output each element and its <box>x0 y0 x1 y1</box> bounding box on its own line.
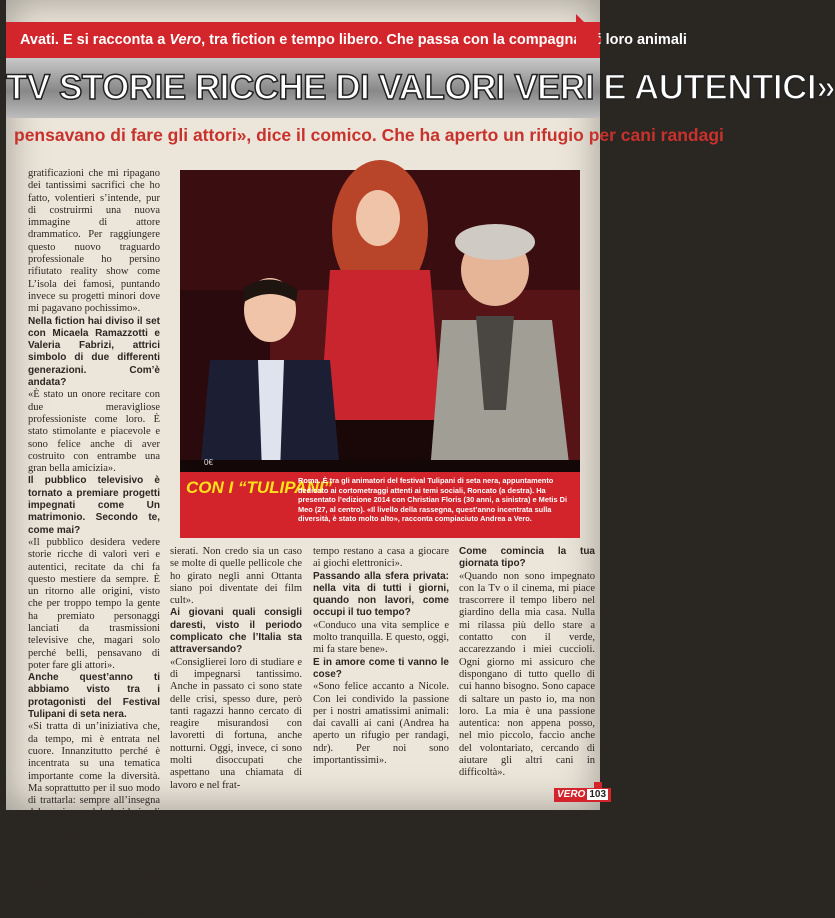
body-paragraph: sierati. Non credo sia un caso se molte di quelle pellicole che ho girato negli anni Ottanta siano poi diventate dei film cult». <box>170 546 302 607</box>
kicker-banner <box>6 22 687 58</box>
body-paragraph: «Consiglierei loro di studiare e di impegnarsi tantissimo. Anche in passato ci sono state delle crisi, spesso dure, però tanti ragazzi hanno cercato di reagire misurandosi con lavoretti di fortuna, anche notturni. Oggi, invece, ci sono molti disoccupati che aspettano una chiamata di lavoro e nel frat- <box>170 656 302 791</box>
body-paragraph: «Sono felice accanto a Nicole. Con lei condivido la passione per i nostri amatissimi animali: dai cavalli ai cani (Andrea ha aperto un rifugio per randagi, ndr). Per noi sono importantissimi». <box>313 681 449 767</box>
body-paragraph: «Sono orgoglioso dei miei primi film, più leggeri e spen- <box>28 893 160 917</box>
column-1 <box>28 168 160 918</box>
body-paragraph: «Conduco una vita semplice e molto tranquilla. E questo, oggi, mi fa stare bene». <box>313 619 449 656</box>
body-paragraph: «Quando non sono impegnato con la Tv o il cinema, mi piace trascorrere il tempo libero nel giardino della mia casa. Nulla mi rilassa più dello stare a contatto con il verde, accarezzando i miei cuccioli. Ogni giorno mi assicuro che dispongano di tutto quello di cui hanno bisogno. Sono capace di saltare un pasto io, ma non loro. La mia è una passione autentica: non appena posso, nel mio piccolo, faccio anche del volontariato, cercando di aiutare gli altri cani in difficoltà». <box>459 570 595 779</box>
question-paragraph: Nella fiction hai diviso il set con Micaela Ramazzotti e Valeria Fabrizi, attrici simbolo di due differenti generazioni. Com’è andata? <box>28 315 160 389</box>
question-paragraph: Passando alla sfera privata: nella vita di tutti i giorni, quando non lavori, come occupi il tuo tempo? <box>313 570 449 619</box>
question-paragraph: Il pubblico televisivo è tornato a premiare progetti impegnati come Un matrimonio. Secondo te, come mai? <box>28 475 160 536</box>
page-footer <box>554 788 611 802</box>
body-paragraph: tempo restano a casa a giocare ai giochi elettronici». <box>313 546 449 570</box>
question-paragraph: Ai giovani quali consigli daresti, visto il periodo complicato che l’Italia sta attraversando? <box>170 607 302 656</box>
column-2 <box>170 546 302 792</box>
question-paragraph: E in amore come ti vanno le cose? <box>313 656 449 680</box>
column-4 <box>459 546 595 780</box>
magazine-page <box>6 0 835 917</box>
question-paragraph: Come comincia la tua giornata tipo? <box>459 546 595 570</box>
photo-id: 0€ <box>204 458 213 467</box>
question-paragraph: Anche quest’anno ti abbiamo visto tra i protagonisti del Festival Tulipani di seta nera. <box>28 672 160 721</box>
body-paragraph: «Si tratta di un’iniziativa che, da tempo, mi è entrata nel cuore. Innanzitutto perché è incentrata su una tematica importante come la diversità. Ma soprattutto per il suo modo di trattarla: sempre all’insegna del sorriso e del desiderio di fare qualcosa per cambiare le cose, invece che con mera compassione». <box>28 721 160 856</box>
footer-brand: VERO <box>557 789 586 800</box>
body-paragraph: «È stato un onore recitare con due meravigliose professioniste come loro. È stato stimolante e piacevole e sono felice anche di aver costruito con entrambe una gran bella amicizia». <box>28 389 160 475</box>
kicker-rest: , tra fiction e tempo libero. Che passa con la compagna e i loro animali <box>201 32 687 48</box>
column-3 <box>313 546 449 767</box>
kicker-prefix: Avati. E si racconta a <box>20 32 170 48</box>
kicker-magazine: Vero <box>169 32 202 48</box>
headline: TV STORIE RICCHE DI VALORI VERI E AUTENTICI» <box>6 58 600 118</box>
cast-photo-illustration <box>180 170 580 472</box>
caption-title: CON I “TULIPANI” <box>186 478 333 497</box>
body-paragraph: «Il pubblico desidera vedere storie ricche di valori veri e autentici, recitate da chi fa questo mestiere da sempre. È un ritorno alle origini, visto che per troppo tempo la gente ha premiato personaggi lanciati da trasmissioni televisive che, magari solo perché belli, pensavano di poter fare gli attori». <box>28 536 160 671</box>
body-paragraph: gratificazioni che mi ripagano dei tantissimi sacrifici che ho fatto, volentieri s’intende, pur di costruirmi una nuova immagine di attore drammatico. Per raggiungere questo nuovo traguardo professionale ho persino rifiutato reality show come L’isola dei famosi, puntando invece su progetti minori dove mi pagavano pochissimo». <box>28 168 160 315</box>
page-number: 103 <box>589 789 607 800</box>
cast-photo <box>180 170 580 472</box>
question-paragraph: Quali ricordi conservi dell’inizio della tua carriera? <box>28 856 160 893</box>
caption-text: Roma. È tra gli animatori del festival Tulipani di seta nera, appuntamento dedicato ai cortometraggi attenti ai temi sociali, Roncato (a destra). Ha presentato l’edizione 2014 con Christian Floris (30 anni, a sinistra) e Metis Di Meo (27, al centro). «Il livello della rassegna, quest’anno incentrata sulla diversità, è stato molto alto», racconta compiaciuto Andrea a Vero. <box>298 476 568 524</box>
photo-caption <box>180 472 580 538</box>
subheadline: pensavano di fare gli attori», dice il comico. Che ha aperto un rifugio per cani randagi <box>14 125 724 145</box>
